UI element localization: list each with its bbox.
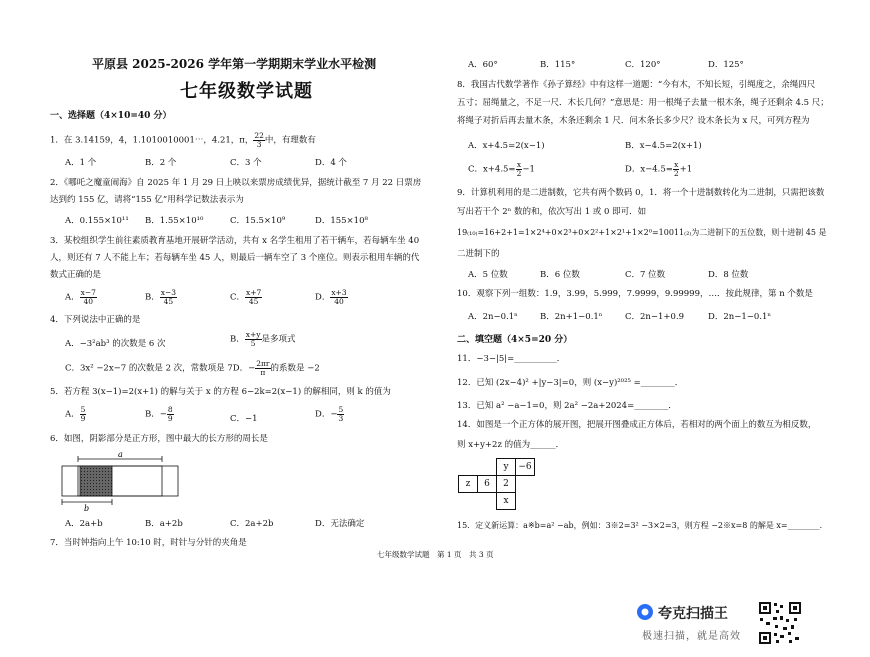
question-4: 4．下列说法中正确的是	[50, 315, 141, 325]
question-8-line1: 8．我国古代数学著作《孙子算经》中有这样一道题：“今有木，不知长短，引绳度之，余绳四尺	[457, 80, 816, 90]
question-12: 12．已知 (2x−4)² +|y−3|=0，则 (x−y)²⁰²⁵ =________．	[457, 378, 684, 388]
question-13: 13．已知 a² −a−1=0，则 2a² −2a+2024=________．	[457, 401, 677, 411]
q2-option-a[interactable]: A．0.155×10¹¹	[65, 216, 129, 226]
exam-header: 平原县 2025-2026 学年第一学期期末学业水平检测	[92, 57, 377, 71]
section-title-fill: 二、填空题（4×5=20 分）	[457, 335, 573, 345]
question-3-line2: 人，则还有 7 人不能上车；若每辆车坐 45 人，则最后一辆车空了 3 个座位。则表示租用车辆的代	[50, 253, 420, 263]
question-6: 6．如图，阴影部分是正方形，图中最大的长方形的周长是	[50, 434, 268, 444]
q6-figure	[60, 450, 180, 512]
q10-option-b[interactable]: B．2n+1−0.1ⁿ	[540, 312, 603, 322]
question-9-line2: 写出若干个 2ⁿ 数的和，依次写出 1 或 0 即可．如	[457, 207, 647, 217]
q3-option-b[interactable]: B． $\frac{x-3}{45}$	[145, 288, 177, 306]
question-7: 7．当时钟指向上午 10:10 时，时针与分针的夹角是	[50, 538, 247, 548]
q4-option-b[interactable]: B． $\frac{x+y}{5}$ 是多项式	[230, 330, 296, 348]
q8-option-b[interactable]: B．x−4.5=2(x+1)	[625, 141, 702, 151]
net-cell-x: x	[497, 493, 516, 510]
question-9-line1: 9．计算机利用的是二进制数，它共有两个数码 0，1．将一个十进制数转化为二进制，只需把该数	[457, 188, 825, 198]
q5-option-d[interactable]: D．− $\frac{5}{3}$	[315, 405, 344, 423]
q2-option-c[interactable]: C．15.5×10⁹	[230, 216, 286, 226]
question-5: 5．若方程 3(x−1)=2(x+1) 的解与关于 x 的方程 6−2k=2(x−1) 的解相同，则 k 的值为	[50, 387, 391, 397]
quark-logo-icon	[636, 603, 654, 621]
q7-option-a[interactable]: A．60°	[468, 60, 498, 70]
q7-option-d[interactable]: D．125°	[708, 60, 744, 70]
question-3-line3: 数式正确的是	[50, 270, 102, 280]
q2-option-b[interactable]: B．1.55×10¹⁰	[145, 216, 204, 226]
q9-option-d[interactable]: D．8 位数	[708, 270, 749, 280]
q10-option-a[interactable]: A．2n−0.1ⁿ	[468, 312, 518, 322]
q1-fraction: $\frac{22}{3}$	[254, 131, 264, 149]
q6-label-b: b	[84, 504, 90, 512]
brand-name: 夸克扫描王	[658, 606, 728, 622]
question-3-line1: 3．某校组织学生前往素质教育基地开展研学活动，共有 x 名学生租用了若干辆车，若每辆车坐 40	[50, 236, 420, 246]
q1-option-b[interactable]: B．2 个	[145, 158, 177, 168]
brand-slogan: 极速扫描，就是高效	[642, 631, 741, 642]
q5-option-c[interactable]: C．−1	[230, 414, 258, 424]
q1-option-a[interactable]: A．1 个	[65, 158, 97, 168]
q6-option-b[interactable]: B．a+2b	[145, 519, 183, 529]
q14-cube-net	[458, 458, 535, 510]
net-cell-neg6: −6	[516, 459, 535, 476]
q9-option-c[interactable]: C．7 位数	[625, 270, 666, 280]
question-2-line1: 2．《哪吒之魔童闹海》自 2025 年 1 月 29 日上映以来票房成绩优异，据统计截至 7 月 22 日票房	[50, 178, 422, 188]
question-9-line3: 19₍₁₀₎=16+2+1=1×2⁴+0×2³+0×2²+1×2¹+1×2⁰=10011₍₂₎为二进制下的五位数，则十进制 45 是	[457, 228, 827, 237]
net-cell-z: z	[459, 476, 478, 493]
question-10: 10．观察下列一组数：1.9，3.99，5.999，7.9999，9.99999，…．按此规律，第 n 个数是	[457, 289, 813, 299]
q1-stem-tail: 中，有理数有	[264, 135, 316, 146]
question-1	[50, 132, 316, 148]
q6-option-a[interactable]: A．2a+b	[65, 519, 103, 529]
q1-option-d[interactable]: D．4 个	[315, 158, 347, 168]
question-9-line4: 二进制下的	[457, 249, 500, 259]
question-11: 11．−3−|5|=__________．	[457, 354, 566, 364]
q1-option-c[interactable]: C．3 个	[230, 158, 262, 168]
q3-option-d[interactable]: D． $\frac{x+3}{40}$	[315, 288, 347, 306]
q8-option-c[interactable]: C．x+4.5= $\frac{x}{2}$ −1	[468, 160, 535, 178]
net-cell-y: y	[497, 459, 516, 476]
q9-option-a[interactable]: A．5 位数	[468, 270, 508, 280]
q1-stem: 1．在 3.14159，4，1.1010010001⋯，4.21，π，	[50, 135, 254, 146]
q9-option-b[interactable]: B．6 位数	[540, 270, 580, 280]
question-14-line2: 则 x+y+2z 的值为______．	[457, 440, 565, 450]
q3-option-c[interactable]: C． $\frac{x+7}{45}$	[230, 288, 262, 306]
q7-option-b[interactable]: B．115°	[540, 60, 576, 70]
q4-option-a[interactable]: A．−3²ab³ 的次数是 6 次	[65, 339, 166, 349]
net-cell-6: 6	[478, 476, 497, 493]
q6-label-a: a	[118, 450, 123, 459]
question-2-line2: 达到约 155 亿，请将“155 亿”用科学记数法表示为	[50, 195, 244, 205]
question-8-line2: 五寸；屈绳量之，不足一尺．木长几何？”意思是：用一根绳子去量一根木条，绳子还剩余 4.5 尺；	[457, 98, 829, 108]
q6-option-c[interactable]: C．2a+2b	[230, 519, 274, 529]
question-8-line3: 将绳子对折后再去量木条，木条还剩余 1 尺．问木条长多少尺？设木条长为 x 尺，可列方程为	[457, 116, 810, 126]
exam-title: 七年级数学试题	[180, 81, 313, 102]
question-14-line1: 14．如图是一个正方体的展开图，把展开图叠成正方体后，若相对的两个面上的数互为相反数，	[457, 420, 817, 430]
q8-option-d[interactable]: D．x−4.5= $\frac{x}{2}$ +1	[625, 160, 693, 178]
q3-option-a[interactable]: A． $\frac{x-7}{40}$	[65, 288, 96, 306]
q8-option-a[interactable]: A．x+4.5=2(x−1)	[468, 141, 545, 151]
q5-option-b[interactable]: B．− $\frac{8}{9}$	[145, 405, 173, 423]
qr-code-icon	[758, 601, 802, 645]
net-cell-2: 2	[497, 476, 516, 493]
q10-option-c[interactable]: C．2n−1+0.9	[625, 312, 685, 322]
page-footer: 七年级数学试题 第 1 页 共 3 页	[377, 550, 494, 559]
q5-option-a[interactable]: A． $\frac{5}{9}$	[65, 405, 86, 423]
q7-option-c[interactable]: C．120°	[625, 60, 661, 70]
q6-shaded-square	[80, 466, 112, 496]
scanner-watermark	[636, 600, 754, 644]
q2-option-d[interactable]: D．155×10⁸	[315, 216, 368, 226]
section-title-choice: 一、选择题（4×10=40 分）	[50, 111, 172, 121]
question-15: 15．定义新运算：a※b=a² −ab，例如：3※2=3² −3×2=3，则方程 −2※x=8 的解是 x=________．	[457, 521, 828, 530]
q6-option-d[interactable]: D．无法确定	[315, 519, 365, 529]
q10-option-d[interactable]: D．2n−1−0.1ⁿ	[708, 312, 772, 322]
q4-option-cd[interactable]: C．3x² −2x−7 的次数是 2 次，常数项是 7D．− $\frac{2\pi r}{\pi}$ 的系数是 −2	[65, 359, 320, 377]
